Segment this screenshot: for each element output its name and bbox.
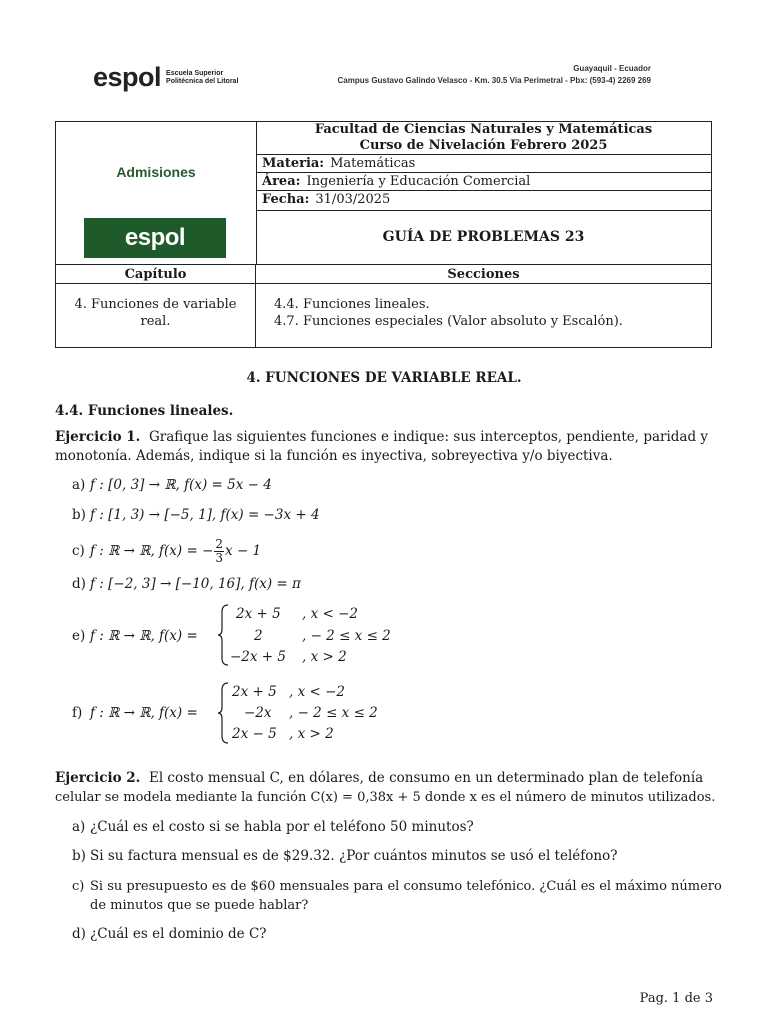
ex1-e-cond1 [302, 606, 358, 622]
exercise-2-line2: celular se modela mediante la función C(x) = 0,38x + 5 donde x es el número de minutos utilizados. [55, 790, 716, 805]
ex1-f-pre: f : ℝ → ℝ, f(x) = [90, 705, 198, 721]
ex1-e-c3: , x > 2 [302, 649, 347, 665]
ex1-item-f [72, 704, 198, 723]
ex1-f-c2: , − 2 ≤ x ≤ 2 [289, 705, 378, 721]
ex1-f-c1: , x < −2 [289, 684, 345, 700]
fraction-numerator: 2 [215, 537, 224, 551]
exercise-2-statement [55, 769, 720, 807]
exercise-1-label: Ejercicio 1. [55, 429, 141, 445]
materia-label: Materia: [262, 156, 325, 171]
exercise-1-line1: Grafique las siguientes funciones e indique: sus interceptos, pendiente, paridad y [148, 429, 709, 445]
ex1-e-c2: , − 2 ≤ x ≤ 2 [302, 628, 391, 644]
exercise-1-statement [55, 428, 715, 466]
ex1-a-text: f : [0, 3] → ℝ, f(x) = 5x − 4 [90, 477, 272, 493]
ex1-f-p3: 2x − 5 [232, 726, 277, 742]
chapter-title: 4. FUNCIONES DE VARIABLE REAL. [246, 370, 522, 386]
capitulo-line2: real. [140, 314, 171, 329]
ex1-e-brace [218, 604, 230, 666]
ex2-label-d: d) [72, 926, 86, 942]
header-city: Guayaquil - Ecuador [573, 64, 651, 73]
ex1-b-text: f : [1, 3) → [−5, 1], f(x) = −3x + 4 [90, 507, 320, 523]
section-title: 4.4. Funciones lineales. [55, 403, 234, 419]
ex1-e-p3: −2x + 5 [230, 649, 286, 665]
logo-sub-line1: Escuela Superior [166, 69, 224, 77]
seccion-2: 4.7. Funciones especiales (Valor absoluto y Escalón). [274, 314, 623, 329]
secciones-value [274, 296, 623, 330]
logo-subtitle [166, 70, 238, 86]
ex1-item-b [72, 506, 320, 525]
ex1-f-cond2 [289, 705, 378, 721]
ex1-label-c: c) [72, 543, 85, 559]
capitulo-header: Capítulo [56, 264, 256, 284]
course-name: Curso de Nivelación Febrero 2025 [359, 138, 608, 153]
fecha-value: 31/03/2025 [315, 192, 391, 207]
ex1-e-c1: , x < −2 [302, 606, 358, 622]
ex1-e-p2: 2 [254, 628, 263, 644]
ex2-a-text: ¿Cuál es el costo si se habla por el teléfono 50 minutos? [90, 819, 474, 835]
ex2-item-a [72, 818, 474, 837]
fecha-label: Fecha: [262, 192, 310, 207]
ex1-c-fraction [214, 538, 224, 565]
ex1-f-cond1 [289, 684, 345, 700]
ex2-b-text: Si su factura mensual es de $29.32. ¿Por cuántos minutos se usó el teléfono? [90, 848, 618, 864]
ex1-e-p1: 2x + 5 [236, 606, 281, 622]
guide-title: GUÍA DE PROBLEMAS 23 [256, 210, 711, 265]
ex1-f-c3: , x > 2 [289, 726, 334, 742]
ex1-f-piece1 [232, 684, 277, 700]
area-value: Ingeniería y Educación Comercial [306, 174, 531, 189]
ex1-item-a [72, 476, 272, 495]
ex2-d-text: ¿Cuál es el dominio de C? [90, 926, 267, 942]
page-number: Pag. 1 de 3 [639, 991, 713, 1006]
ex2-item-d [72, 925, 267, 944]
espol-green-logo: espol [84, 218, 226, 258]
info-box [55, 121, 712, 348]
ex1-item-c [72, 538, 261, 565]
faculty-name: Facultad de Ciencias Naturales y Matemáticas [314, 122, 653, 137]
exercise-2-label: Ejercicio 2. [55, 770, 141, 786]
fraction-denominator: 3 [215, 551, 224, 565]
info-left-cell [56, 122, 257, 264]
ex1-item-d [72, 575, 301, 594]
ex1-e-cond2 [302, 628, 391, 644]
ex1-label-b: b) [72, 507, 86, 523]
ex2-item-b [72, 847, 617, 866]
ex2-label-c: c) [72, 879, 85, 894]
exercise-2-line1: El costo mensual C, en dólares, de consumo en un determinado plan de telefonía [148, 770, 704, 786]
ex2-c-line1: Si su presupuesto es de $60 mensuales para el consumo telefónico. ¿Cuál es el máximo número [90, 879, 722, 894]
ex1-label-a: a) [72, 477, 86, 493]
logo-sub-line2: Politécnica del Litoral [166, 77, 239, 85]
ex1-e-piece3 [230, 649, 286, 665]
capitulo-value [56, 284, 256, 347]
ex2-c-line2: de minutos que se puede hablar? [90, 898, 309, 913]
ex1-e-piece2 [254, 628, 263, 644]
ex1-label-f: f) [72, 705, 83, 721]
ex1-f-piece2 [244, 705, 272, 721]
ex2-label-b: b) [72, 848, 86, 864]
header-address-block [338, 63, 651, 87]
ex2-item-c [72, 877, 722, 915]
ex1-e-cond3 [302, 649, 347, 665]
ex1-f-brace [218, 682, 230, 744]
capitulo-line1: 4. Funciones de variable [74, 297, 237, 312]
materia-value: Matemáticas [330, 156, 416, 171]
ex1-e-piece1 [236, 606, 281, 622]
ex1-f-piece3 [232, 726, 277, 742]
ex1-label-d: d) [72, 576, 86, 592]
espol-logo [93, 62, 238, 93]
ex1-item-e [72, 627, 198, 646]
info-right-cell [256, 122, 711, 264]
area-row [256, 172, 711, 190]
faculty-heading [256, 122, 711, 154]
header-address: Campus Gustavo Galindo Velasco - Km. 30.5 Vía Perimetral - Pbx: (593-4) 2269 269 [337, 76, 651, 85]
ex1-f-p1: 2x + 5 [232, 684, 277, 700]
ex1-label-e: e) [72, 628, 86, 644]
fecha-row [256, 190, 711, 208]
area-label: Área: [262, 174, 301, 189]
ex1-c-pre: f : ℝ → ℝ, f(x) = − [90, 543, 214, 559]
exercise-1-line2: monotonía. Además, indique si la función es inyectiva, sobreyectiva y/o biyectiva. [55, 448, 613, 464]
ex1-f-p2: −2x [244, 705, 272, 721]
ex2-label-a: a) [72, 819, 86, 835]
ex1-d-text: f : [−2, 3] → [−10, 16], f(x) = π [90, 576, 301, 592]
materia-row [256, 154, 711, 172]
ex1-c-post: x − 1 [225, 543, 262, 559]
seccion-1: 4.4. Funciones lineales. [274, 297, 430, 312]
secciones-header: Secciones [256, 264, 711, 284]
logo-word: espol [93, 62, 162, 92]
admisiones-label: Admisiones [116, 164, 196, 180]
ex1-e-pre: f : ℝ → ℝ, f(x) = [90, 628, 198, 644]
ex1-f-cond3 [289, 726, 334, 742]
